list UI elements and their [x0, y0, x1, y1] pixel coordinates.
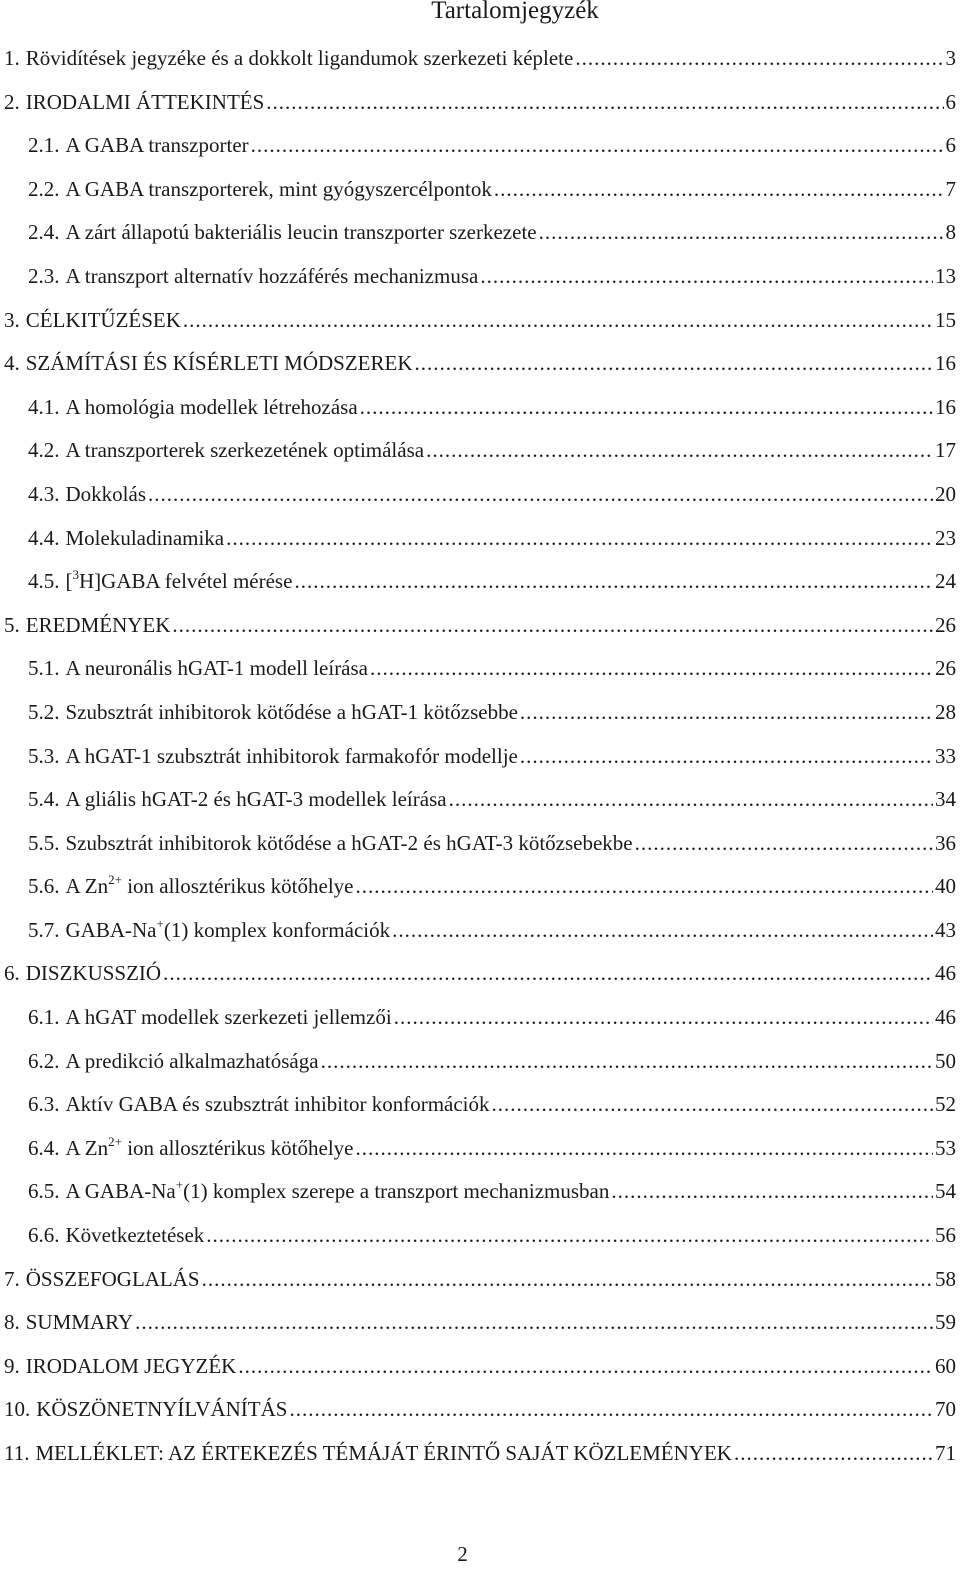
toc-title: Tartalomjegyzék [431, 0, 599, 24]
entry-title-text: A neuronális hGAT-1 modell leírása [65, 656, 369, 681]
entry-title-text: Következtetések [65, 1223, 205, 1248]
entry-number: 4.1. [28, 394, 60, 419]
entry-title [66, 647, 369, 691]
page-number: 2 [457, 1542, 468, 1566]
dot-leader [321, 1040, 933, 1084]
dot-leader [206, 1214, 933, 1258]
entry-page-number: 50 [935, 1048, 956, 1073]
entry-number: 2. [4, 89, 20, 114]
entry-page-number: 60 [935, 1353, 956, 1378]
entry-title [66, 1170, 610, 1214]
entry-title-text-continued: (1) komplex konformációk [163, 917, 391, 942]
entry-title [66, 865, 354, 909]
entry-number: 2.1. [28, 133, 60, 158]
toc-entry[interactable] [4, 1214, 956, 1258]
dot-leader [449, 778, 933, 822]
dot-leader [539, 211, 944, 255]
entry-title-text: A transzporterek szerkezetének optimálása [65, 438, 425, 463]
entry-superscript: + [175, 1177, 184, 1193]
entry-page-number: 40 [935, 874, 956, 899]
entry-title-text: A Zn [65, 874, 109, 899]
entry-title [66, 1083, 490, 1127]
entry-title [26, 299, 181, 343]
entry-page-number: 7 [945, 176, 956, 201]
toc-entry[interactable] [4, 604, 956, 648]
dot-leader [183, 299, 933, 343]
dot-leader [520, 691, 933, 735]
dot-leader [163, 952, 933, 996]
entry-title [66, 1127, 354, 1171]
entry-title [66, 1214, 205, 1258]
entry-number: 5. [4, 612, 20, 637]
toc-entry[interactable] [4, 778, 956, 822]
dot-leader [266, 81, 943, 125]
entry-superscript: 3 [72, 567, 79, 583]
entry-number: 1. [4, 46, 20, 70]
dot-leader [289, 1388, 933, 1432]
entry-number: 6. [4, 961, 20, 986]
entry-title-text: SUMMARY [25, 1310, 134, 1335]
entry-title [26, 1258, 200, 1302]
entry-title [66, 168, 492, 212]
entry-superscript: + [156, 915, 164, 931]
entry-page-number: 26 [935, 612, 956, 637]
toc-entry[interactable] [4, 386, 956, 430]
dot-leader [202, 1258, 933, 1302]
entry-title-text: Szubsztrát inhibitorok kötődése a hGAT-2 és hGAT-3 kötőzsebekbe [65, 830, 633, 855]
entry-number: 4.5. [28, 569, 60, 594]
toc-entry[interactable] [4, 255, 956, 299]
entry-page-number: 34 [935, 787, 956, 812]
entry-number: 9. [4, 1353, 20, 1378]
entry-page-number: 36 [935, 830, 956, 855]
toc-entry[interactable] [4, 735, 956, 779]
entry-title-text: A GABA transzporterek, mint gyógyszercélpontok [65, 176, 492, 201]
dot-leader [355, 865, 933, 909]
entry-number: 8. [4, 1310, 20, 1335]
entry-title [66, 560, 293, 604]
entry-page-number: 43 [935, 917, 956, 942]
entry-number: 5.3. [28, 743, 60, 768]
dot-leader [135, 1301, 933, 1345]
entry-title-text-continued: ion allosztérikus kötőhelye [121, 874, 354, 899]
entry-page-number: 15 [935, 307, 956, 332]
entry-page-number: 6 [945, 133, 956, 158]
dot-leader [480, 255, 933, 299]
entry-title-text: SZÁMÍTÁSI ÉS KÍSÉRLETI MÓDSZEREK [25, 351, 413, 376]
entry-title [26, 604, 171, 648]
entry-page-number: 17 [935, 438, 956, 463]
entry-number: 5.1. [28, 656, 60, 681]
entry-title [66, 822, 633, 866]
entry-page-number: 16 [935, 394, 956, 419]
entry-page-number: 26 [935, 656, 956, 681]
entry-page-number: 46 [935, 961, 956, 986]
entry-title-text: IRODALMI ÁTTEKINTÉS [25, 89, 265, 114]
entry-page-number: 70 [935, 1397, 956, 1422]
toc-entry[interactable] [4, 996, 956, 1040]
entry-page-number: 33 [935, 743, 956, 768]
dot-leader [238, 1345, 933, 1389]
entry-number: 11. [4, 1441, 30, 1465]
toc-entry[interactable] [4, 124, 956, 168]
entry-number: 5.6. [28, 874, 60, 899]
entry-page-number: 58 [935, 1266, 956, 1291]
toc-entry[interactable] [4, 1040, 956, 1084]
entry-title [66, 473, 147, 517]
toc-list [4, 37, 956, 1476]
entry-number: 6.5. [28, 1179, 60, 1204]
toc-entry[interactable] [4, 1083, 956, 1127]
entry-number: 6.2. [28, 1048, 60, 1073]
dot-leader [635, 822, 933, 866]
entry-title-text: Aktív GABA és szubsztrát inhibitor konformációk [65, 1092, 490, 1117]
entry-title-text: A predikció alkalmazhatósága [65, 1048, 319, 1073]
toc-entry[interactable] [4, 560, 956, 604]
toc-entry[interactable] [4, 1345, 956, 1389]
entry-title-text: A hGAT modellek szerkezeti jellemzői [65, 1005, 392, 1030]
toc-entry[interactable] [4, 517, 956, 561]
dot-leader [360, 386, 933, 430]
entry-title [66, 255, 479, 299]
entry-title-text: A homológia modellek létrehozása [65, 394, 358, 419]
entry-page-number: 23 [935, 525, 956, 550]
entry-title-text: A transzport alternatív hozzáférés mechanizmusa [65, 263, 479, 288]
toc-entry[interactable] [4, 909, 956, 953]
toc-entry[interactable] [4, 211, 956, 255]
entry-page-number: 16 [935, 351, 956, 376]
toc-entry[interactable] [4, 168, 956, 212]
toc-entry[interactable] [4, 647, 956, 691]
entry-number: 10. [4, 1397, 31, 1422]
entry-page-number: 6 [945, 89, 956, 114]
toc-entry[interactable] [4, 865, 956, 909]
dot-leader [251, 124, 944, 168]
entry-title [66, 124, 249, 168]
dot-leader [294, 560, 933, 604]
entry-superscript: 2+ [108, 1133, 122, 1149]
entry-number: 4.4. [28, 525, 60, 550]
dot-leader [226, 517, 933, 561]
entry-page-number: 56 [935, 1223, 956, 1248]
entry-title [36, 1388, 287, 1432]
toc-entry[interactable] [4, 1258, 956, 1302]
toc-entry[interactable] [4, 37, 956, 81]
dot-leader [392, 909, 933, 953]
dot-leader [394, 996, 933, 1040]
entry-title-text: CÉLKITŰZÉSEK [25, 307, 181, 332]
toc-entry[interactable] [4, 429, 956, 473]
dot-leader [520, 735, 933, 779]
toc-entry[interactable] [4, 1432, 956, 1476]
toc-entry[interactable] [4, 1170, 956, 1214]
entry-title [66, 735, 518, 779]
entry-title [66, 1040, 319, 1084]
entry-number: 3. [4, 307, 20, 332]
toc-entry[interactable] [4, 691, 956, 735]
entry-page-number: 71 [935, 1441, 956, 1465]
entry-title [66, 691, 518, 735]
entry-superscript: 2+ [108, 872, 122, 888]
entry-title [35, 1432, 731, 1476]
dot-leader [492, 1083, 933, 1127]
entry-page-number: 13 [935, 263, 956, 288]
entry-number: 5.7. [28, 917, 60, 942]
entry-title [26, 81, 265, 125]
entry-number: 2.2. [28, 176, 60, 201]
dot-leader [575, 37, 943, 81]
entry-title [66, 778, 447, 822]
entry-title-text: A GABA-Na [65, 1179, 176, 1204]
entry-title [26, 37, 574, 81]
dot-leader [734, 1432, 933, 1476]
dot-leader [355, 1127, 933, 1171]
entry-number: 5.4. [28, 787, 60, 812]
entry-title [26, 952, 161, 996]
entry-page-number: 20 [935, 481, 956, 506]
entry-page-number: 8 [945, 220, 956, 245]
dot-leader [148, 473, 933, 517]
entry-title-text: [ [65, 569, 73, 594]
entry-title-text: Szubsztrát inhibitorok kötődése a hGAT-1 kötőzsebbe [65, 699, 518, 724]
toc-entry[interactable] [4, 1127, 956, 1171]
entry-number: 6.1. [28, 1005, 60, 1030]
entry-title-text: EREDMÉNYEK [25, 612, 171, 637]
entry-page-number: 24 [935, 569, 956, 594]
entry-number: 4. [4, 351, 20, 376]
entry-page-number: 46 [935, 1005, 956, 1030]
toc-entry[interactable] [4, 822, 956, 866]
entry-title [26, 342, 413, 386]
entry-title [26, 1345, 237, 1389]
entry-number: 6.6. [28, 1223, 60, 1248]
entry-number: 5.2. [28, 699, 60, 724]
entry-title [66, 517, 225, 561]
entry-page-number: 52 [935, 1092, 956, 1117]
entry-title-text: A Zn [65, 1135, 109, 1160]
entry-title-text: KÖSZÖNETNYÍLVÁNÍTÁS [36, 1397, 288, 1422]
entry-number: 6.4. [28, 1135, 60, 1160]
entry-number: 4.2. [28, 438, 60, 463]
entry-number: 6.3. [28, 1092, 60, 1117]
entry-page-number: 3 [945, 46, 956, 70]
entry-title-text: ÖSSZEFOGLALÁS [25, 1266, 200, 1291]
entry-number: 2.4. [28, 220, 60, 245]
entry-title-text: A gliális hGAT-2 és hGAT-3 modellek leírása [65, 787, 447, 812]
entry-title [66, 211, 537, 255]
toc-entry[interactable] [4, 1388, 956, 1432]
toc-entry[interactable] [4, 1301, 956, 1345]
dot-leader [370, 647, 933, 691]
entry-title-text: A zárt állapotú bakteriális leucin transzporter szerkezete [65, 220, 537, 245]
toc-entry[interactable] [4, 342, 956, 386]
entry-title-text: Molekuladinamika [65, 525, 225, 550]
dot-leader [494, 168, 944, 212]
entry-title-text: Dokkolás [65, 481, 146, 506]
entry-title-text: A hGAT-1 szubsztrát inhibitorok farmakofór modellje [65, 743, 518, 768]
entry-title-text: IRODALOM JEGYZÉK [25, 1353, 237, 1378]
entry-title-text: A GABA transzporter [65, 133, 249, 158]
entry-title-text: GABA-Na [65, 917, 157, 942]
entry-title [66, 386, 358, 430]
dot-leader [611, 1170, 933, 1214]
entry-title [66, 429, 425, 473]
entry-title [66, 909, 391, 953]
entry-page-number: 54 [935, 1179, 956, 1204]
entry-title-text-continued: (1) komplex szerepe a transzport mechanizmusban [183, 1179, 610, 1204]
toc-entry[interactable] [4, 473, 956, 517]
dot-leader [426, 429, 933, 473]
entry-page-number: 28 [935, 699, 956, 724]
toc-entry[interactable] [4, 952, 956, 996]
entry-number: 5.5. [28, 830, 60, 855]
entry-number: 4.3. [28, 481, 60, 506]
dot-leader [172, 604, 933, 648]
dot-leader [415, 342, 934, 386]
entry-number: 2.3. [28, 263, 60, 288]
entry-title-text: MELLÉKLET: AZ ÉRTEKEZÉS TÉMÁJÁT ÉRINTŐ SAJÁT KÖZLEMÉNYEK [35, 1441, 732, 1465]
entry-page-number: 59 [935, 1310, 956, 1335]
entry-title-text: Rövidítések jegyzéke és a dokkolt ligandumok szerkezeti képlete [25, 46, 574, 70]
entry-title-text: DISZKUSSZIÓ [25, 961, 162, 986]
entry-page-number: 53 [935, 1135, 956, 1160]
toc-entry[interactable] [4, 299, 956, 343]
toc-entry[interactable] [4, 81, 956, 125]
entry-title-text-continued: ion allosztérikus kötőhelye [121, 1135, 354, 1160]
entry-number: 7. [4, 1266, 20, 1291]
entry-title [26, 1301, 133, 1345]
entry-title [66, 996, 392, 1040]
entry-title-text-continued: H]GABA felvétel mérése [79, 569, 293, 594]
